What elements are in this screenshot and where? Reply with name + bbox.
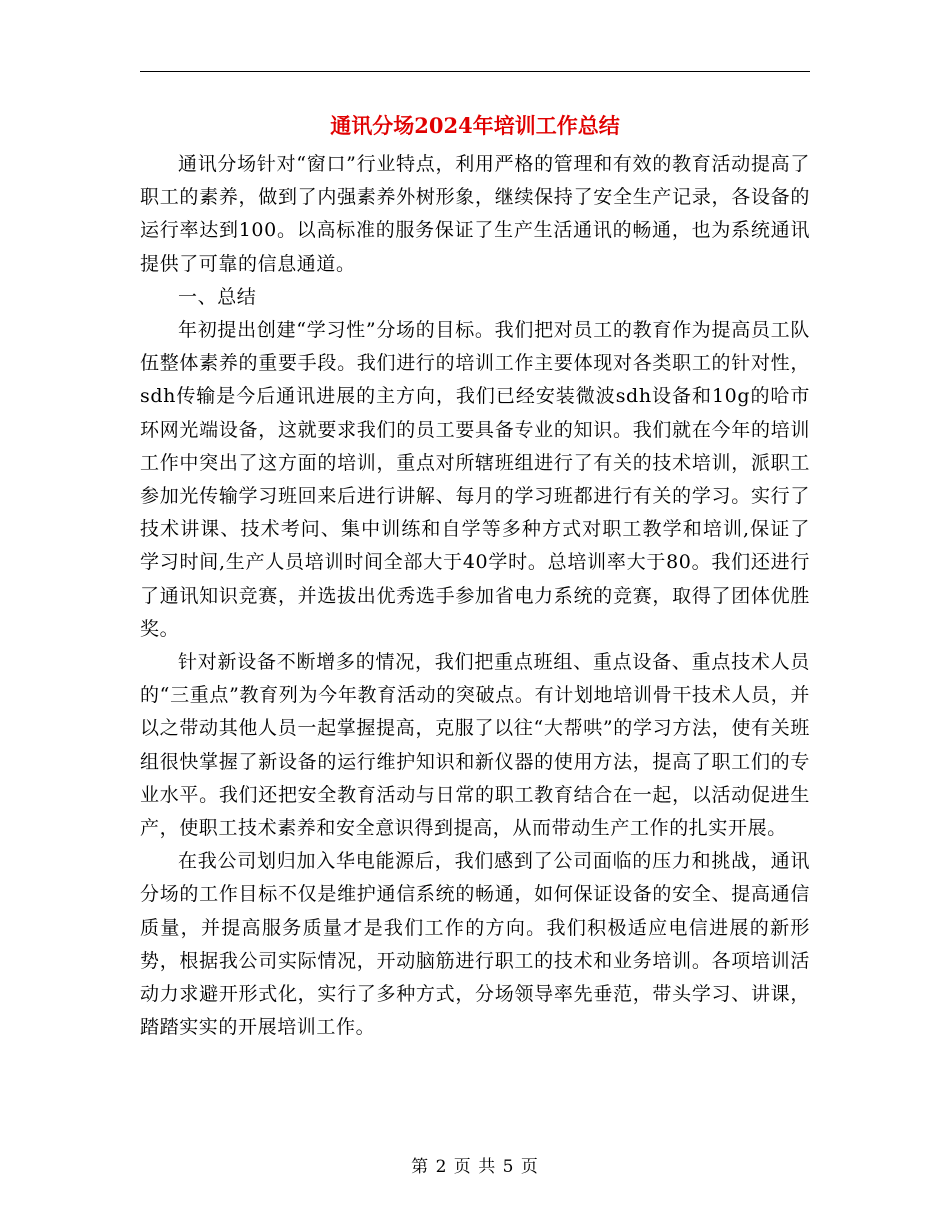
section-heading-summary: 一、总结 — [178, 285, 257, 308]
document-body — [140, 148, 810, 1044]
paragraph-learning-goal: 年初提出创建“学习性”分场的目标。我们把对员工的教育作为提高员工队伍整体素养的重要手段。我们进行的培训工作主要体现对各类职工的针对性，sdh传输是今后通讯进展的主方向，我们已经安装微波sdh设备和10g的哈市环网光端设备，这就要求我们的员工要具备专业的知识。我们就在今年的培训工作中突出了这方面的培训，重点对所辖班组进行了有关的技术培训，派职工参加光传输学习班回来后进行讲解、每月的学习班都进行有关的学习。实行了技术讲课、技术考问、集中训练和自学等多种方式对职工教学和培训,保证了学习时间,生产人员培训时间全部大于40学时。总培训率大于80。我们还进行了通讯知识竞赛，并选拔出优秀选手参加省电力系统的竞赛，取得了团体优胜奖。 — [140, 319, 810, 640]
paragraph-new-equipment: 针对新设备不断增多的情况，我们把重点班组、重点设备、重点技术人员的“三重点”教育列为今年教育活动的突破点。有计划地培训骨干技术人员，并以之带动其他人员一起掌握提高，克服了以往“大帮哄”的学习方法，使有关班组很快掌握了新设备的运行维护知识和新仪器的使用方法，提高了职工们的专业水平。我们还把安全教育活动与日常的职工教育结合在一起，以活动促进生产，使职工技术素养和安全意识得到提高，从而带动生产工作的扎实开展。 — [140, 651, 810, 840]
intro-paragraph: 通讯分场针对“窗口”行业特点，利用严格的管理和有效的教育活动提高了职工的素养，做到了内强素养外树形象，继续保持了安全生产记录，各设备的运行率达到100。以高标准的服务保证了生产生活通讯的畅通，也为系统通讯提供了可靠的信息通道。 — [140, 153, 810, 275]
page-footer: 第 2 页 共 5 页 — [411, 1157, 539, 1177]
header-rule — [140, 71, 810, 72]
paragraph-huadian-energy: 在我公司划归加入华电能源后，我们感到了公司面临的压力和挑战，通讯分场的工作目标不仅是维护通信系统的畅通，如何保证设备的安全、提高通信质量，并提高服务质量才是我们工作的方向。我们积极适应电信进展的新形势，根据我公司实际情况，开动脑筋进行职工的技术和业务培训。各项培训活动力求避开形式化，实行了多种方式，分场领导率先垂范，带头学习、讲课，踏踏实实的开展培训工作。 — [140, 850, 810, 1039]
document-title: 通讯分场2024年培训工作总结 — [330, 113, 620, 138]
